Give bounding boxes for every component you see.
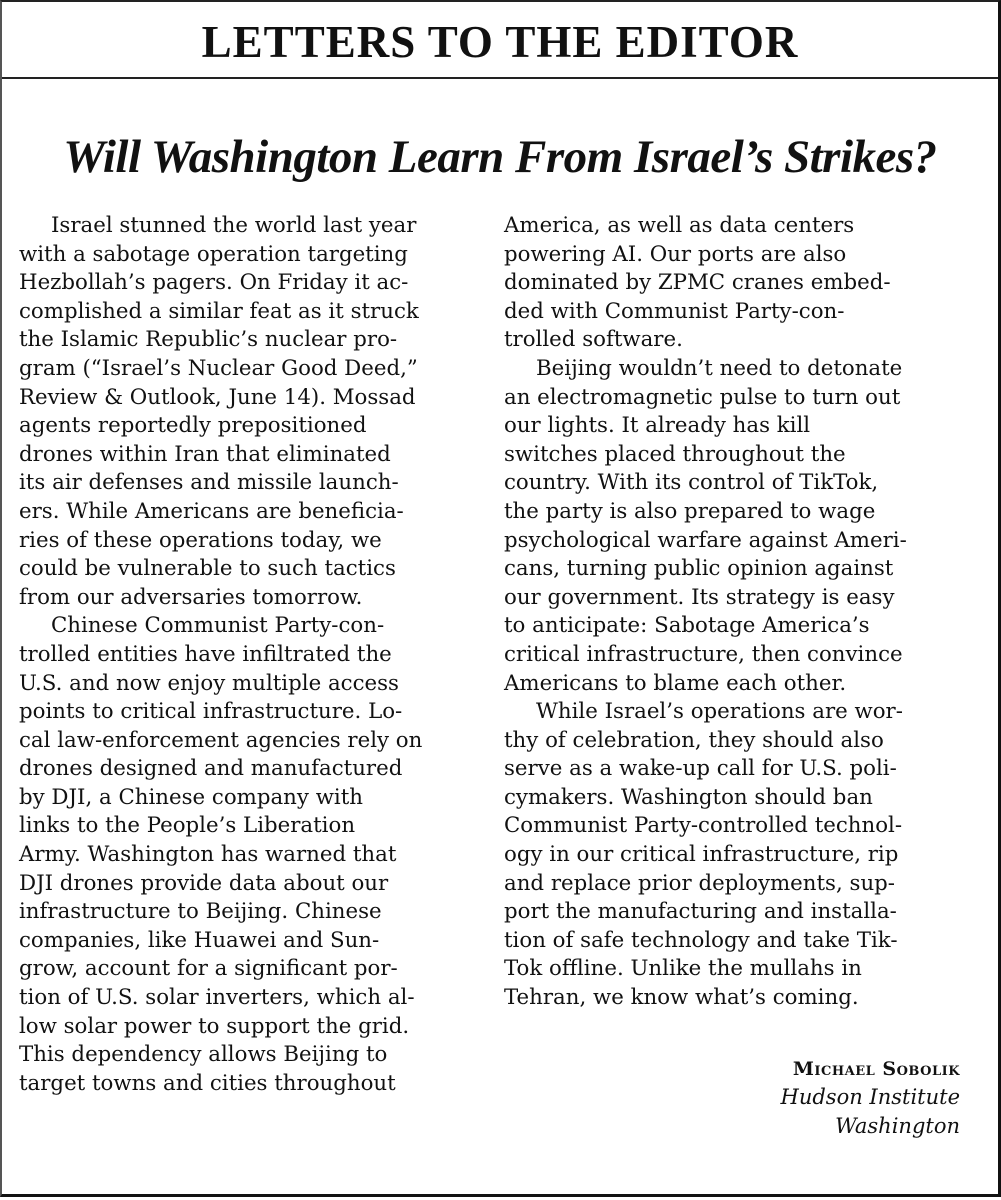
text-line: companies, like Huawei and Sun- bbox=[19, 927, 380, 953]
text-line: and replace prior deployments, sup- bbox=[504, 870, 895, 896]
body-column-left bbox=[19, 212, 479, 1098]
text-line: the party is also prepared to wage bbox=[504, 498, 876, 524]
text-line: gram (“Israel’s Nuclear Good Deed,” bbox=[19, 355, 418, 381]
text-line: dominated by ZPMC cranes embed- bbox=[504, 270, 891, 296]
text-line: ries of these operations today, we bbox=[19, 527, 382, 553]
text-line: critical infrastructure, then convince bbox=[504, 641, 903, 667]
text-line: country. With its control of TikTok, bbox=[504, 470, 879, 496]
text-line: the Islamic Republic’s nuclear pro- bbox=[19, 327, 398, 353]
text-line: with a sabotage operation targeting bbox=[19, 241, 408, 267]
text-line: low solar power to support the grid. bbox=[19, 1013, 410, 1039]
text-line: tion of U.S. solar inverters, which al- bbox=[19, 985, 415, 1011]
text-line: DJI drones provide data about our bbox=[19, 870, 389, 896]
text-line: port the manufacturing and installa- bbox=[504, 899, 897, 925]
text-line: could be vulnerable to such tactics bbox=[19, 556, 396, 582]
text-line: Army. Washington has warned that bbox=[19, 842, 397, 868]
text-line: Beijing wouldn’t need to detonate bbox=[536, 355, 903, 381]
text-line: psychological warfare against Ameri- bbox=[504, 527, 907, 553]
text-line: ogy in our critical infrastructure, rip bbox=[504, 842, 899, 868]
text-line: from our adversaries tomorrow. bbox=[19, 584, 363, 610]
text-line: our government. Its strategy is easy bbox=[504, 584, 895, 610]
author-location: Washington bbox=[835, 1114, 960, 1138]
text-line: links to the People’s Liberation bbox=[19, 813, 356, 839]
text-line: Communist Party-controlled technol- bbox=[504, 813, 903, 839]
text-line: Tehran, we know what’s coming. bbox=[504, 985, 859, 1011]
text-line: Israel stunned the world last year bbox=[51, 213, 417, 238]
text-line: cymakers. Washington should ban bbox=[504, 784, 873, 810]
text-line: an electromagnetic pulse to turn out bbox=[504, 384, 901, 410]
text-line: This dependency allows Beijing to bbox=[19, 1042, 388, 1068]
letter-headline: Will Washington Learn From Israel’s Strikes? bbox=[63, 131, 937, 183]
text-line: grow, account for a significant por- bbox=[19, 956, 398, 982]
text-line: cal law-enforcement agencies rely on bbox=[19, 727, 423, 753]
text-line: trolled software. bbox=[504, 327, 683, 353]
letter-signature bbox=[781, 1055, 960, 1141]
text-line: powering AI. Our ports are also bbox=[504, 241, 847, 267]
text-line: America, as well as data centers bbox=[504, 213, 855, 238]
text-line: complished a similar feat as it struck bbox=[19, 298, 419, 324]
text-line: switches placed throughout the bbox=[504, 441, 846, 467]
author-name: Michael Sobolik bbox=[792, 1058, 960, 1080]
text-line: ded with Communist Party-con- bbox=[504, 298, 845, 324]
text-line: thy of celebration, they should also bbox=[504, 727, 884, 753]
header-divider bbox=[2, 77, 998, 79]
text-line: points to critical infrastructure. Lo- bbox=[19, 699, 403, 725]
text-line: agents reportedly prepositioned bbox=[19, 413, 367, 439]
body-column-right bbox=[504, 212, 964, 1013]
text-line: drones designed and manufactured bbox=[19, 756, 403, 782]
section-title: LETTERS TO THE EDITOR bbox=[201, 17, 799, 67]
text-line: serve as a wake-up call for U.S. poli- bbox=[504, 756, 897, 782]
text-line: by DJI, a Chinese company with bbox=[19, 784, 364, 810]
text-line: our lights. It already has kill bbox=[504, 413, 811, 439]
text-line: its air defenses and missile launch- bbox=[19, 470, 399, 496]
text-line: cans, turning public opinion against bbox=[504, 556, 894, 582]
text-line: target towns and cities throughout bbox=[19, 1070, 396, 1096]
text-line: ers. While Americans are beneficia- bbox=[19, 498, 404, 524]
text-line: Americans to blame each other. bbox=[504, 670, 847, 696]
text-line: While Israel’s operations are wor- bbox=[536, 699, 903, 725]
text-line: Tok offline. Unlike the mullahs in bbox=[504, 956, 862, 982]
text-line: tion of safe technology and take Tik- bbox=[504, 927, 898, 953]
text-line: drones within Iran that eliminated bbox=[19, 441, 391, 467]
author-organization: Hudson Institute bbox=[780, 1085, 960, 1109]
text-line: Chinese Communist Party-con- bbox=[51, 613, 385, 639]
text-line: Hezbollah’s pagers. On Friday it ac- bbox=[19, 270, 409, 296]
text-line: U.S. and now enjoy multiple access bbox=[19, 670, 399, 696]
text-line: Review & Outlook, June 14). Mossad bbox=[19, 384, 416, 410]
text-line: to anticipate: Sabotage America’s bbox=[504, 613, 870, 639]
text-line: infrastructure to Beijing. Chinese bbox=[19, 899, 382, 925]
text-line: trolled entities have infiltrated the bbox=[19, 641, 392, 667]
